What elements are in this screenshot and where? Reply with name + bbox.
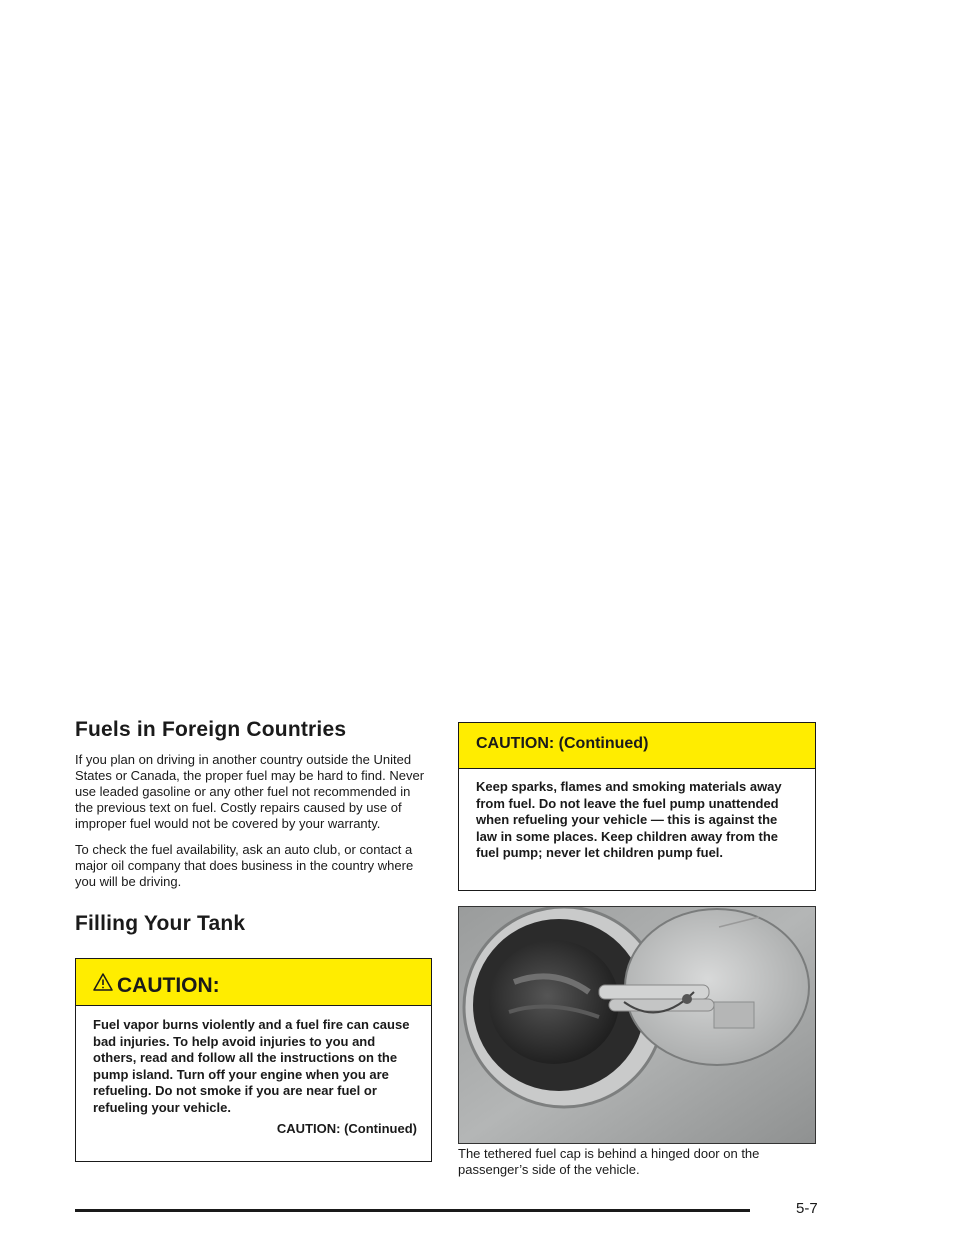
left-column xyxy=(75,718,431,946)
footer-rule xyxy=(75,1209,750,1212)
caution-continued-body: Keep sparks, flames and smoking materials away from fuel. Do not leave the fuel pump unattended when refueling your vehicle — this is against the law in some places. Keep children away from the fuel pump; never let children pump fuel. xyxy=(476,779,782,860)
section-title-foreign-fuels: Fuels in Foreign Countries xyxy=(75,718,347,741)
paragraph-foreign-fuels-1: If you plan on driving in another country outside the United States or Canada, the proper fuel may be hard to find. Never use leaded gasoline or any other fuel not recommended in the previous text on fuel. Costly repairs caused by use of improper fuel would not be covered by your warranty. xyxy=(75,752,425,831)
caution-box-continued xyxy=(458,722,816,891)
page-number: 5-7 xyxy=(796,1200,818,1217)
caution-heading-text: CAUTION: xyxy=(117,974,220,997)
paragraph-foreign-fuels-2: To check the fuel availability, ask an auto club, or contact a major oil company that does business in the country where you will be driving. xyxy=(75,842,414,889)
caution-box-fuel-vapor xyxy=(75,958,432,1162)
caution-continued-header: CAUTION: (Continued) xyxy=(459,723,815,769)
caution-body-text: Fuel vapor burns violently and a fuel fire can cause bad injuries. To help avoid injuries to you and others, read and follow all the instructions on the pump island. Turn off your engine when you are refueling. Do not smoke if you are near fuel or refueling your vehicle. xyxy=(93,1017,410,1115)
section-title-filling-tank: Filling Your Tank xyxy=(75,912,246,935)
caution-continued-label: CAUTION: (Continued) xyxy=(276,1121,417,1136)
caution-body xyxy=(76,1006,431,1138)
warning-triangle-icon xyxy=(93,972,113,992)
figure-caption: The tethered fuel cap is behind a hinged door on the passenger’s side of the vehicle. xyxy=(458,1146,760,1177)
fuel-cap-illustration xyxy=(459,907,815,1143)
caution-header xyxy=(76,959,431,1006)
fuel-cap-photo xyxy=(458,906,816,1144)
